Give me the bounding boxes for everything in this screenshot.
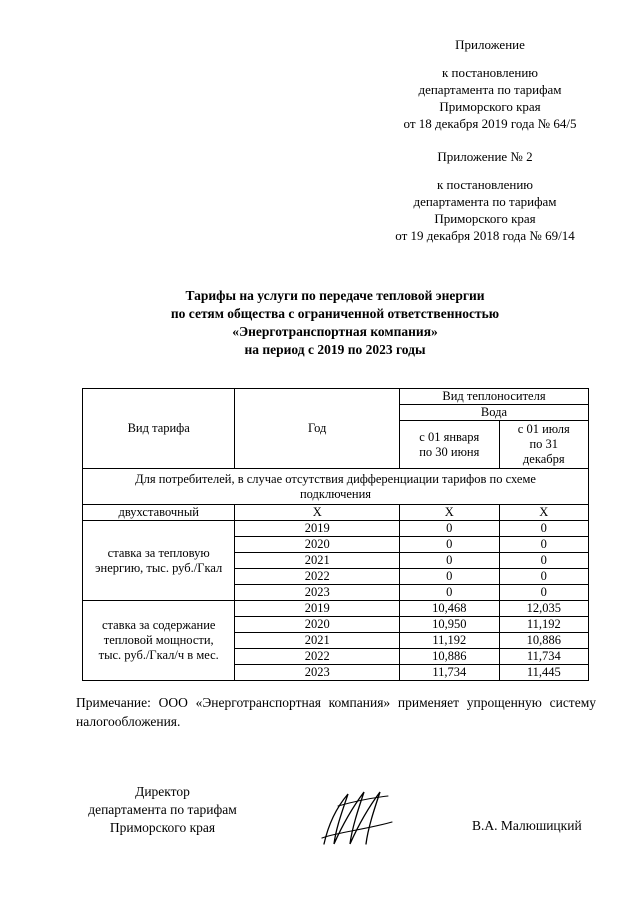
capacity-h1: 10,950 [400,617,500,633]
appendix-1-header [360,36,620,132]
appendix-2-header [355,148,615,244]
energy-h2: 0 [499,569,588,585]
appendix-2-line: Приморского края [434,211,536,226]
capacity-h2: 12,035 [499,601,588,617]
energy-h1: 0 [400,521,500,537]
period-2-line: с 01 июля [517,422,570,436]
header-tariff-type: Вид тарифа [83,389,235,469]
header-year: Год [235,389,400,469]
period-2-line: по 31 [529,437,559,451]
position-line: департамента по тарифам [88,802,237,817]
header-period-2 [499,421,588,469]
energy-h1: 0 [400,537,500,553]
energy-h2: 0 [499,537,588,553]
position-line: Директор [135,784,190,799]
appendix-1-line: от 18 декабря 2019 года № 64/5 [403,116,577,131]
appendix-1-line: к постановлению [441,65,539,80]
capacity-rate-label: ставка за содержание тепловой мощности, тыс. руб./Гкал/ч в мес. [83,601,235,681]
appendix-2-title: Приложение № 2 [437,149,533,164]
appendix-1-title: Приложение [455,37,525,52]
signatory-name: В.А. Малюшицкий [472,818,582,833]
header-period-1 [400,421,500,469]
energy-year: 2020 [235,537,400,553]
capacity-year: 2021 [235,633,400,649]
energy-year: 2019 [235,521,400,537]
two-part-h1: X [400,505,500,521]
capacity-h2: 10,886 [499,633,588,649]
position-line: Приморского края [109,820,216,835]
header-carrier: Вода [400,405,589,421]
appendix-2-line: департамента по тарифам [413,194,557,209]
energy-h2: 0 [499,585,588,601]
appendix-1-line: департамента по тарифам [418,82,562,97]
two-part-year: X [235,505,400,521]
energy-h1: 0 [400,585,500,601]
signatory-position [70,783,255,837]
section-title: Для потребителей, в случае отсутствия дифференциации тарифов по схеме подключения [83,469,589,505]
document-title [60,287,610,359]
capacity-h1: 10,468 [400,601,500,617]
two-part-label: двухставочный [83,505,235,521]
period-1-line: по 30 июня [419,444,480,459]
period-1-line: с 01 января [419,429,480,444]
energy-h2: 0 [499,521,588,537]
appendix-2-line: к постановлению [436,177,534,192]
capacity-year: 2023 [235,665,400,681]
capacity-h2: 11,445 [499,665,588,681]
capacity-h1: 10,886 [400,649,500,665]
capacity-h1: 11,192 [400,633,500,649]
two-part-h2: X [499,505,588,521]
energy-year: 2021 [235,553,400,569]
capacity-year: 2020 [235,617,400,633]
title-line: по сетям общества с ограниченной ответственностью [170,306,500,321]
header-carrier-type: Вид теплоносителя [400,389,589,405]
energy-year: 2022 [235,569,400,585]
appendix-2-line: от 19 декабря 2018 года № 69/14 [395,228,575,243]
period-2-line: декабря [522,452,565,466]
energy-year: 2023 [235,585,400,601]
energy-rate-label: ставка за тепловую энергию, тыс. руб./Гкал [83,521,235,601]
appendix-1-line: Приморского края [439,99,541,114]
title-line: Тарифы на услуги по передаче тепловой энергии [185,288,485,303]
energy-h1: 0 [400,569,500,585]
energy-h1: 0 [400,553,500,569]
capacity-year: 2022 [235,649,400,665]
capacity-h2: 11,192 [499,617,588,633]
note-paragraph: Примечание: ООО «Энерготранспортная компания» применяет упрощенную систему налогообложения. [76,695,596,729]
handwritten-signature [318,786,398,850]
tariff-table [82,388,589,681]
title-line: на период с 2019 по 2023 годы [244,342,426,357]
energy-h2: 0 [499,553,588,569]
title-line: «Энерготранспортная компания» [232,324,438,339]
capacity-year: 2019 [235,601,400,617]
capacity-h1: 11,734 [400,665,500,681]
capacity-h2: 11,734 [499,649,588,665]
